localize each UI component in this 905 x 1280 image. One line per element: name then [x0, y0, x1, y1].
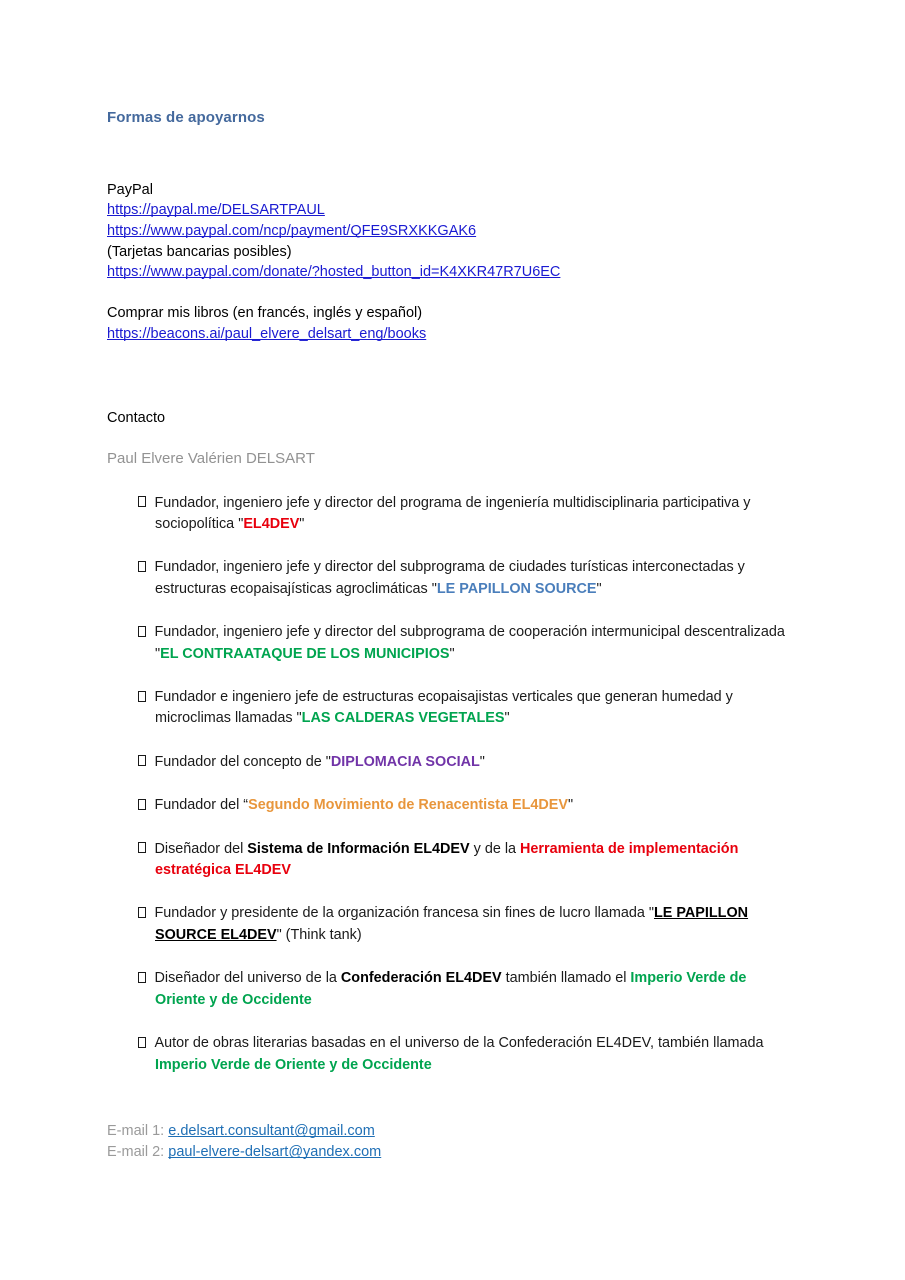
square-bullet-icon [138, 626, 146, 637]
role-list-item [138, 493, 795, 536]
square-bullet-icon [138, 972, 146, 983]
role-text-fragment: Fundador e ingeniero jefe de estructuras ecopaisajistas verticales que generan humedad y microclimas llamadas " [154, 689, 733, 727]
role-text-fragment: Fundador del concepto de " [154, 753, 331, 770]
role-text-fragment: EL4DEV [243, 516, 300, 532]
role-text-fragment: Sistema de Información EL4DEV [247, 840, 470, 857]
role-text-fragment: " [299, 516, 305, 532]
role-text-fragment: Fundador del “ [154, 797, 249, 814]
role-text-fragment: Fundador, ingeniero jefe y director del subprograma de ciudades turísticas interconectadas y estructuras ecopaisajísticas agroclimáticas " [154, 559, 745, 597]
role-text-fragment: Confederación EL4DEV [340, 970, 502, 987]
role-text-fragment: Diseñador del [154, 840, 248, 857]
role-list-item [138, 622, 795, 665]
books-block [107, 303, 795, 344]
paypal-me-link[interactable]: https://paypal.me/DELSARTPAUL [107, 202, 325, 219]
role-text-fragment: Fundador y presidente de la organización francesa sin fines de lucro llamada " [154, 905, 654, 922]
contact-section-title: Contacto [107, 410, 166, 427]
role-item-text [155, 970, 747, 1007]
role-list-item [138, 968, 795, 1011]
role-text-fragment: " [504, 710, 510, 727]
role-text-fragment: Fundador, ingeniero jefe y director del programa de ingeniería multidisciplinaria participativa y sociopolítica " [154, 494, 751, 532]
roles-list [107, 493, 795, 1076]
role-text-fragment: y de la [469, 840, 521, 857]
role-text-fragment: DIPLOMACIA SOCIAL [330, 753, 480, 770]
paypal-label: PayPal [107, 181, 153, 198]
role-text-fragment: también llamado el [501, 970, 631, 987]
role-text-fragment: LE PAPILLON SOURCE [436, 580, 597, 597]
square-bullet-icon [138, 755, 146, 766]
role-item-text [155, 754, 485, 770]
role-item-text [155, 1035, 764, 1072]
role-text-fragment: Imperio Verde de Oriente y de Occidente [155, 1056, 432, 1073]
square-bullet-icon [138, 907, 146, 918]
role-text-fragment: " [479, 753, 485, 770]
square-bullet-icon [138, 496, 146, 507]
page-title: Formas de apoyarnos [107, 109, 265, 126]
beacons-books-link[interactable]: https://beacons.ai/paul_elvere_delsart_eng/books [107, 325, 427, 342]
role-list-item [138, 752, 795, 773]
contact-person-name: Paul Elvere Valérien DELSART [107, 450, 315, 467]
email-label: E-mail 1: [107, 1122, 169, 1139]
role-item-text [155, 905, 749, 942]
role-list-item [138, 1033, 795, 1076]
role-item-text [155, 841, 739, 878]
role-text-fragment: Diseñador del universo de la [154, 970, 341, 987]
role-item-text [155, 797, 574, 813]
email-label: E-mail 2: [107, 1143, 169, 1160]
role-text-fragment: Autor de obras literarias basadas en el universo de la Confederación EL4DEV, también llamada [154, 1035, 764, 1052]
role-text-fragment: " [596, 580, 602, 597]
email-row [107, 1142, 795, 1163]
role-list-item [138, 687, 795, 730]
role-text-fragment: Segundo Movimiento de Renacentista EL4DEV [248, 797, 568, 814]
email-link[interactable]: paul-elvere-delsart@yandex.com [168, 1143, 382, 1160]
role-text-fragment: Fundador, ingeniero jefe y director del subprograma de cooperación intermunicipal descentralizada " [154, 624, 785, 662]
role-text-fragment: LE PAPILLON SOURCE EL4DEV [155, 905, 749, 943]
role-list-item [138, 557, 795, 600]
emails-block [107, 1121, 795, 1163]
square-bullet-icon [138, 842, 146, 853]
role-text-fragment: Herramienta de implementación estratégica EL4DEV [155, 840, 739, 879]
role-text-fragment: " (Think tank) [276, 926, 362, 943]
bank-cards-note: (Tarjetas bancarias posibles) [107, 243, 292, 260]
role-item-text [155, 495, 751, 532]
paypal-support-block [107, 180, 795, 283]
role-text-fragment: Imperio Verde de Oriente y de Occidente [155, 970, 747, 1008]
role-text-fragment: EL CONTRAATAQUE DE LOS MUNICIPIOS [160, 645, 450, 662]
role-list-item [138, 795, 795, 816]
role-item-text [155, 559, 745, 596]
email-row [107, 1121, 795, 1142]
square-bullet-icon [138, 799, 146, 810]
role-list-item [138, 903, 795, 946]
books-label: Comprar mis libros (en francés, inglés y español) [107, 305, 423, 322]
paypal-ncp-payment-link[interactable]: https://www.paypal.com/ncp/payment/QFE9SRXKKGAK6 [107, 222, 477, 239]
square-bullet-icon [138, 1037, 146, 1048]
role-item-text [155, 689, 733, 726]
role-text-fragment: " [567, 797, 574, 814]
square-bullet-icon [138, 691, 146, 702]
email-link[interactable]: e.delsart.consultant@gmail.com [168, 1122, 375, 1139]
role-list-item [138, 839, 795, 882]
paypal-donate-link[interactable]: https://www.paypal.com/donate/?hosted_button_id=K4XKR47R7U6EC [107, 264, 561, 281]
role-text-fragment: " [449, 645, 455, 662]
square-bullet-icon [138, 561, 146, 572]
role-text-fragment: LAS CALDERAS VEGETALES [301, 710, 505, 727]
role-item-text [155, 624, 785, 661]
